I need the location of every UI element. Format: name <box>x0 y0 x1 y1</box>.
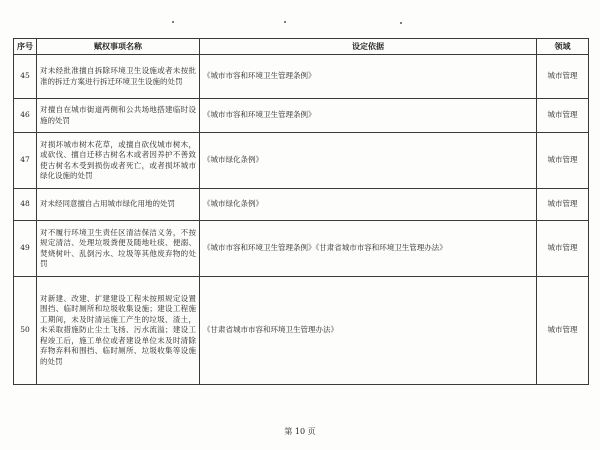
table-row <box>14 221 589 277</box>
row-seq: 50 <box>14 277 37 385</box>
row-field: 城市管理 <box>537 221 589 277</box>
authority-table <box>13 38 589 385</box>
row-item-name: 对擅自在城市街道两侧和公共场地搭建临时设施的处罚 <box>37 99 200 133</box>
row-item-name: 对未经同意擅自占用城市绿化用地的处罚 <box>37 189 200 221</box>
table-row <box>14 55 589 99</box>
row-field: 城市管理 <box>537 189 589 221</box>
row-basis: 《城市绿化条例》 <box>200 189 537 221</box>
header-field: 领域 <box>537 39 589 55</box>
row-basis: 《城市市容和环境卫生管理条例》 <box>200 99 537 133</box>
scan-speck <box>400 22 402 24</box>
row-seq: 45 <box>14 55 37 99</box>
row-seq: 49 <box>14 221 37 277</box>
row-item-name: 对新建、改建、扩建建设工程未按照规定设置围挡、临时厕所和垃圾收集设施；建设工程施工期间，未及时清运施工产生的垃圾、渣土，未采取措施防止尘土飞扬、污水流溢；建设工程竣工后，施工单位或者建设单位未及时清除弃物弃料和围挡、临时厕所、垃圾收集等设施的处罚 <box>37 277 200 385</box>
row-field: 城市管理 <box>537 277 589 385</box>
row-basis: 《城市市容和环境卫生管理条例》《甘肃省城市市容和环境卫生管理办法》 <box>200 221 537 277</box>
table-row <box>14 277 589 385</box>
header-name: 赋权事项名称 <box>37 39 200 55</box>
table-row <box>14 133 589 189</box>
scan-speck <box>284 21 286 23</box>
row-item-name: 对损坏城市树木花草，或擅自砍伐城市树木，或砍伐、擅自迁移古树名木或者因养护不善致使古树名木受到损伤或者死亡，或者损坏城市绿化设施的处罚 <box>37 133 200 189</box>
table-header-row <box>14 39 589 55</box>
row-basis: 《城市市容和环境卫生管理条例》 <box>200 55 537 99</box>
row-item-name: 对未经批准擅自拆除环境卫生设施或者未按批准的拆迁方案进行拆迁环境卫生设施的处罚 <box>37 55 200 99</box>
row-basis: 《城市绿化条例》 <box>200 133 537 189</box>
scan-speck <box>172 21 174 23</box>
row-item-name: 对不履行环境卫生责任区清洁保洁义务，不按规定清洁、处理垃圾粪便及随地吐痰、便溺、焚烧树叶、乱倒污水、垃圾等其他废弃物的处罚 <box>37 221 200 277</box>
table-row <box>14 189 589 221</box>
header-basis: 设定依据 <box>200 39 537 55</box>
row-seq: 48 <box>14 189 37 221</box>
row-seq: 46 <box>14 99 37 133</box>
row-field: 城市管理 <box>537 133 589 189</box>
table-row <box>14 99 589 133</box>
row-field: 城市管理 <box>537 99 589 133</box>
row-seq: 47 <box>14 133 37 189</box>
page-number: 第 10 页 <box>284 427 316 436</box>
row-basis: 《甘肃省城市市容和环境卫生管理办法》 <box>200 277 537 385</box>
header-seq: 序号 <box>14 39 37 55</box>
row-field: 城市管理 <box>537 55 589 99</box>
